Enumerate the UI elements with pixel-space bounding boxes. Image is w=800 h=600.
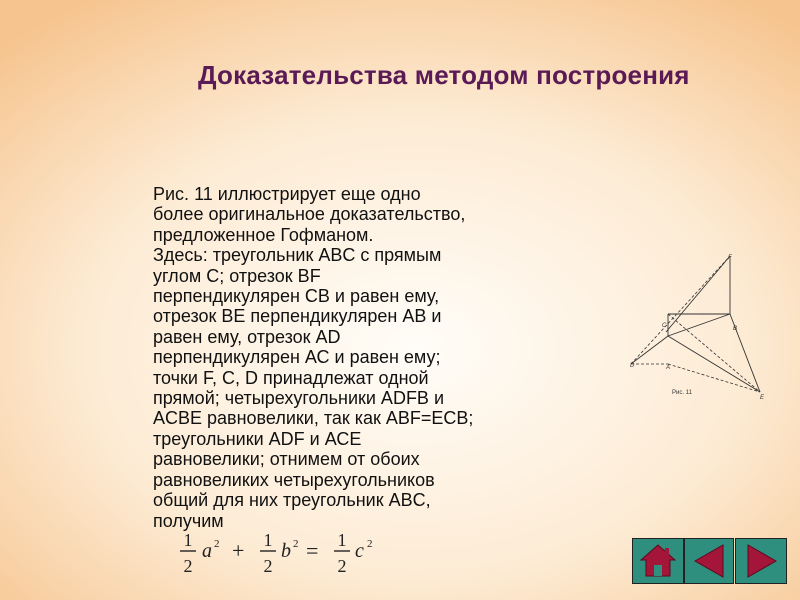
body-line: более оригинальное доказательство, (153, 204, 466, 225)
body-line: предложенное Гофманом. (153, 224, 374, 245)
formula-num-2: 1 (263, 530, 273, 550)
body-line: Рис. 11 иллюстрирует еще одно (153, 184, 421, 204)
label-D: D (630, 363, 635, 369)
body-line: прямой; четырехугольники ADFB и (153, 388, 444, 409)
body-line: ACBE равновелики, так как ABF=ЕСВ; (153, 408, 474, 429)
body-line: равен ему, отрезок AD (153, 326, 341, 347)
body-line: отрезок BE перпендикулярен АВ и (153, 306, 442, 327)
formula-var-c: c (355, 540, 364, 562)
formula-den-1: 2 (183, 556, 193, 576)
body-line: общий для них треугольник ABC, (153, 490, 431, 511)
home-button[interactable] (632, 538, 684, 584)
label-F: F (728, 255, 732, 261)
label-C: C (662, 323, 667, 329)
formula-var-a: a (202, 540, 212, 562)
formula-exp-2: 2 (293, 538, 299, 550)
formula-exp-3: 2 (367, 538, 373, 550)
formula-eq: = (306, 538, 319, 563)
body-line: углом С; отрезок BF (153, 265, 321, 286)
body-line: перпендикулярен СВ и равен ему, (153, 286, 440, 307)
body-line: Здесь: треугольник ABC с прямым (153, 245, 442, 266)
formula-den-2: 2 (263, 556, 273, 576)
slide-title: Доказательства методом построения (198, 60, 690, 90)
formula-num-1: 1 (183, 530, 193, 550)
body-line: треугольники ADF и АСЕ (153, 428, 362, 449)
formula-plus: + (232, 538, 245, 563)
formula-den-3: 2 (337, 556, 347, 576)
body-line: получим (153, 510, 224, 531)
formula-exp-1: 2 (214, 538, 220, 550)
formula (178, 528, 398, 580)
figure-caption: Рис. 11 (672, 390, 692, 396)
label-B: B (733, 326, 738, 332)
body-line: равновелики; отнимем от обоих (153, 449, 420, 470)
arrow-left-icon (685, 539, 733, 583)
label-A: A (666, 365, 671, 371)
body-line: перпендикулярен АС и равен ему; (153, 347, 441, 368)
geometry-figure (626, 252, 774, 407)
formula-num-3: 1 (337, 530, 347, 550)
label-E: E (760, 395, 765, 401)
slide-body-text (153, 184, 583, 531)
body-line: равновеликих четырехугольников (153, 469, 435, 490)
body-line: точки F, С, D принадлежат одной (153, 367, 429, 388)
next-slide-button[interactable] (735, 538, 787, 584)
previous-slide-button[interactable] (684, 538, 734, 584)
formula-var-b: b (281, 540, 291, 562)
arrow-right-icon (736, 539, 786, 583)
home-icon (633, 539, 683, 583)
